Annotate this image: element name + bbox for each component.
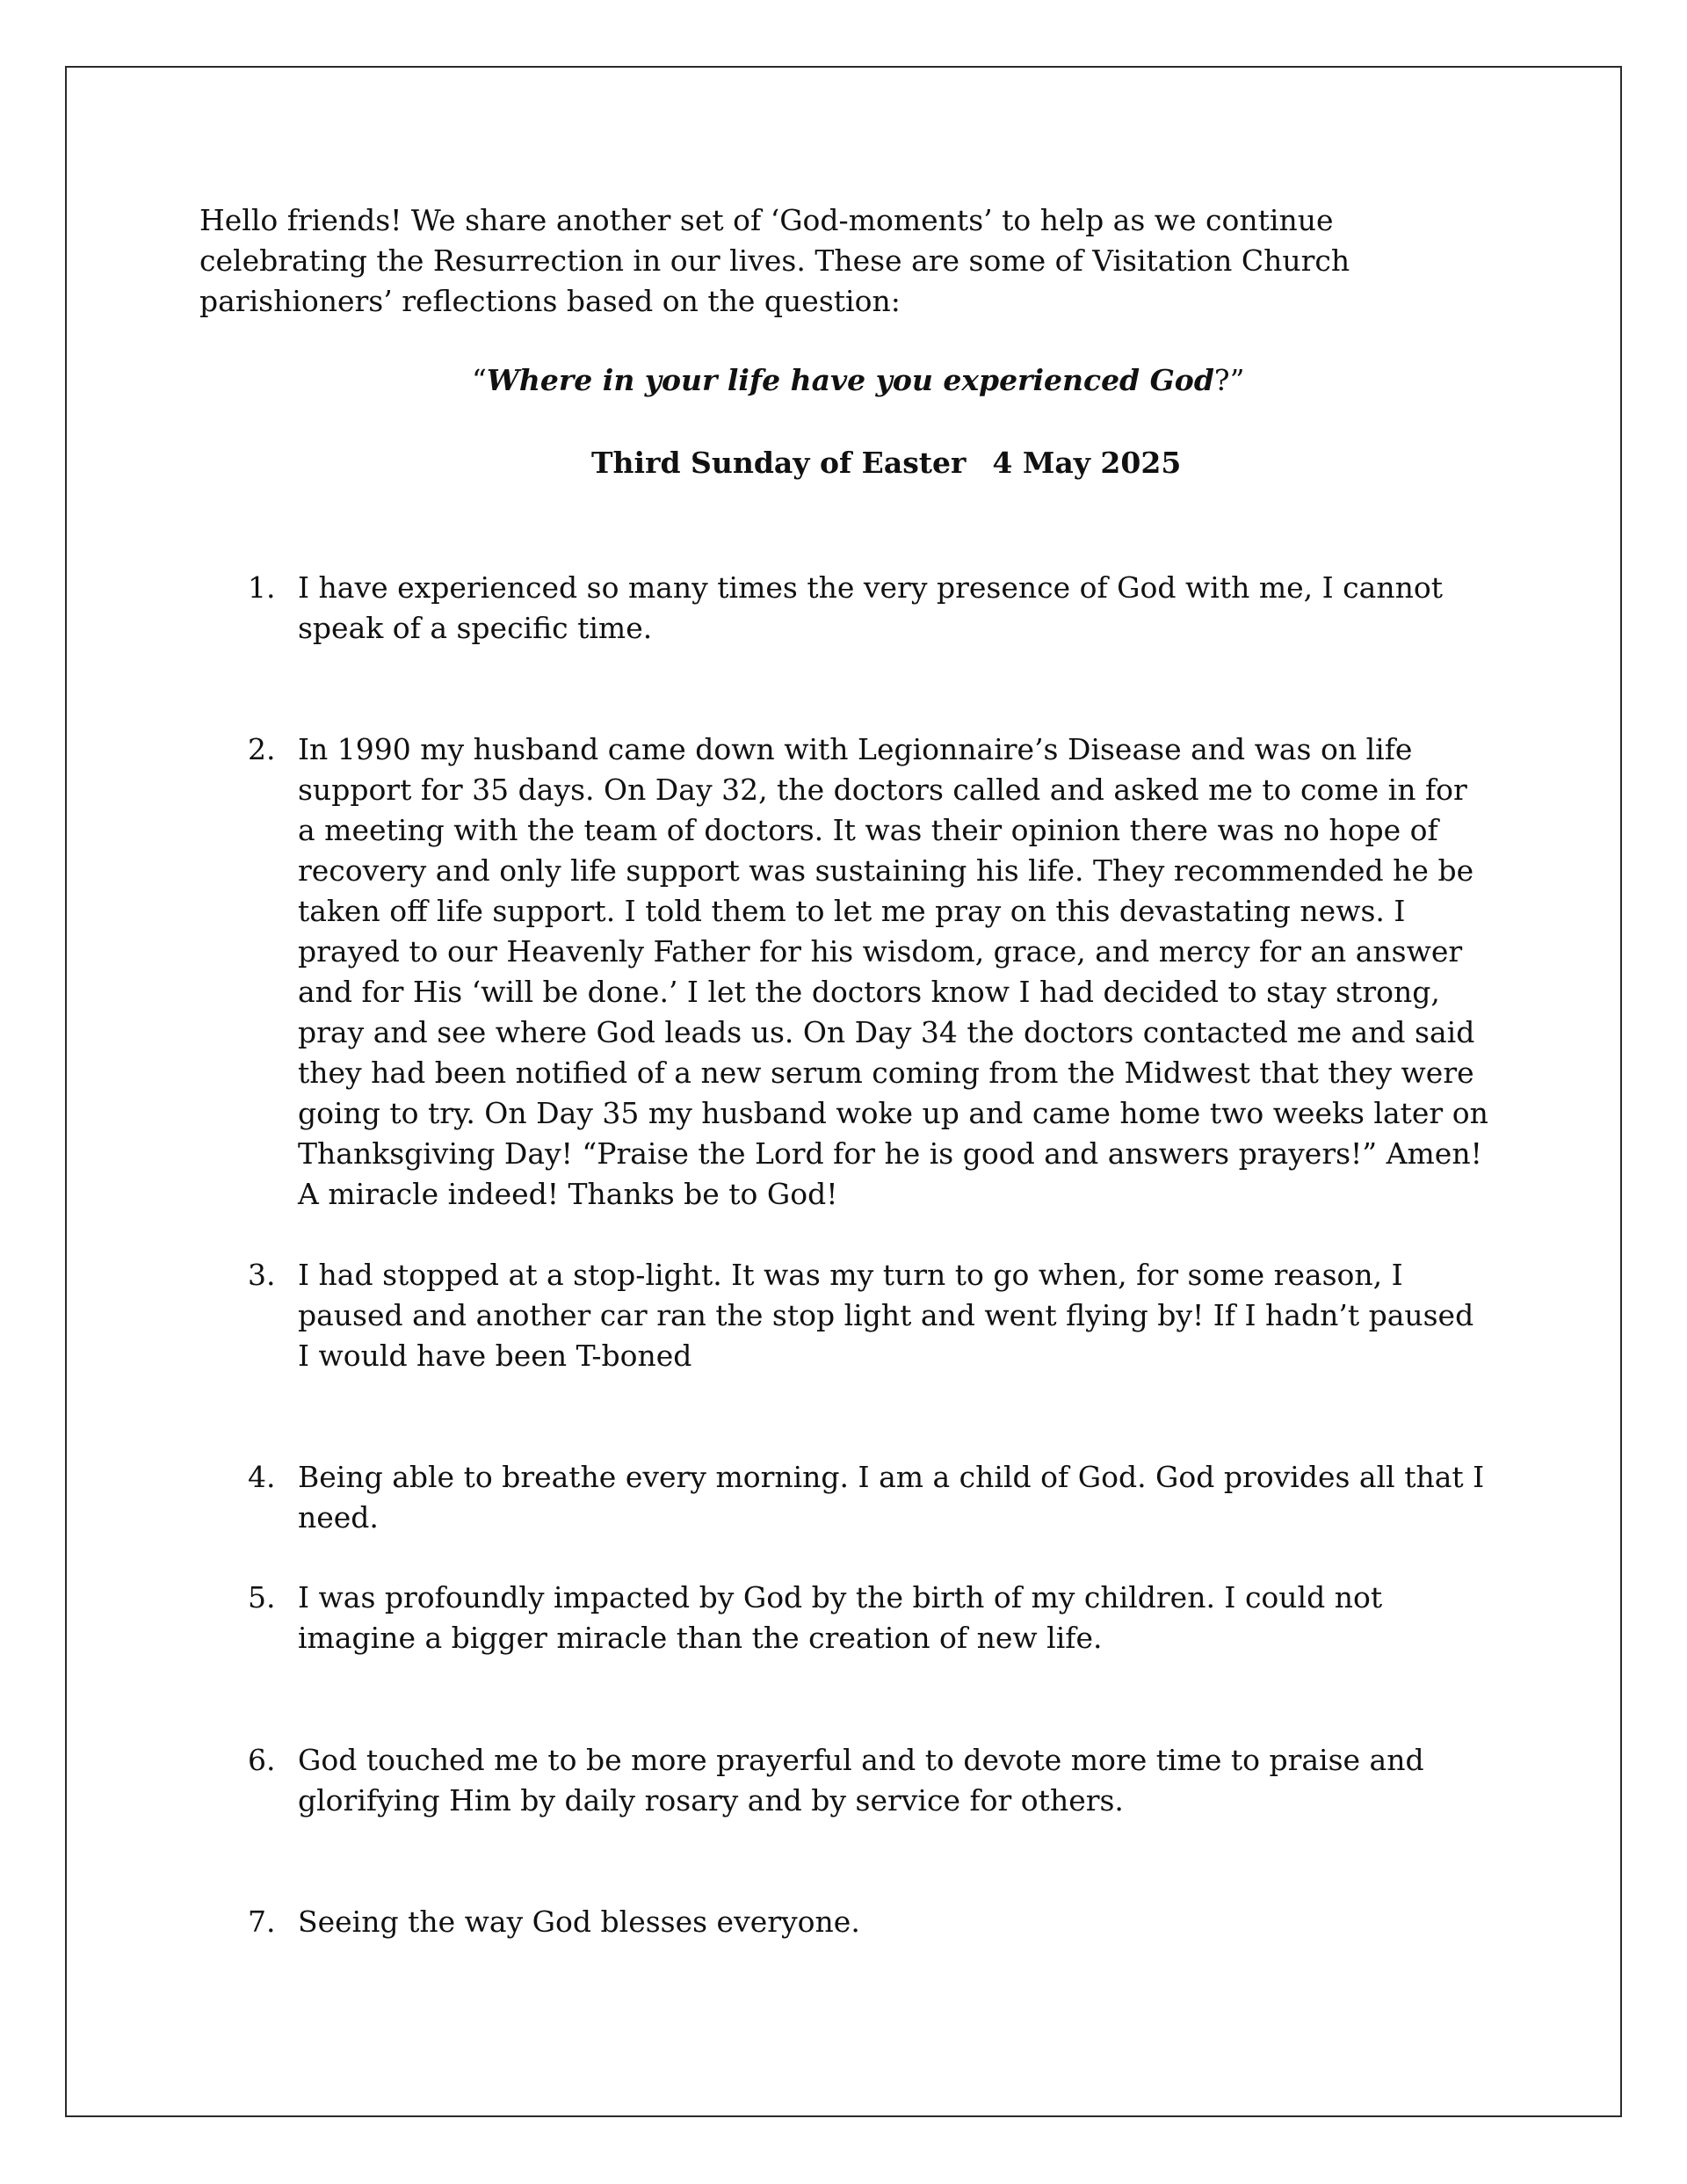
list-item-number: 3. <box>248 1258 276 1292</box>
document-body <box>199 200 1491 1939</box>
list-item-number: 1. <box>248 570 276 605</box>
list-item-text: I was profoundly impacted by God by the birth of my children. I could not imagine a bigger miracle than the creation of new life. <box>298 1580 1383 1655</box>
intro-paragraph: Hello friends! We share another set of ‘God-moments’ to help as we continue celebrating the Resurrection in our lives. These are some of Visitation Church parishioners’ reflections based on the question: <box>199 203 1350 318</box>
list-item-number: 6. <box>248 1743 276 1777</box>
list-item-number: 5. <box>248 1580 276 1614</box>
question-close: ?” <box>1213 363 1245 397</box>
list-item-text: Being able to breathe every morning. I am a child of God. God provides all that I need. <box>298 1460 1485 1535</box>
list-item-text: I had stopped at a stop-light. It was my turn to go when, for some reason, I paused and another car ran the stop light and went flying by! If I hadn’t paused I would have been T-boned <box>298 1258 1474 1373</box>
date-heading <box>591 443 1181 483</box>
date-label: 4 May 2025 <box>992 446 1182 480</box>
list-item-text: God touched me to be more prayerful and to devote more time to praise and glorifying Him by daily rosary and by service for others. <box>298 1743 1424 1818</box>
list-item-text: Seeing the way God blesses everyone. <box>298 1905 860 1939</box>
question-open-quote: “ <box>472 363 487 397</box>
occasion-label: Third Sunday of Easter <box>591 446 967 480</box>
list-item <box>248 568 1491 649</box>
list-item-text: In 1990 my husband came down with Legionnaire’s Disease and was on life support for 35 days. On Day 32, the doctors called and asked me to come in for a meeting with the team of doctors. It was their opinion there was no hope of recovery and only life support was sustaining his life. They recommended he be taken off life support. I told them to let me pray on this devastating news. I prayed to our Heavenly Father for his wisdom, grace, and mercy for an answer and for His ‘will be done.’ I let the doctors know I had decided to stay strong, pray and see where God leads us. On Day 34 the doctors contacted me and said they had been notified of a new serum coming from the Midwest that they were going to try. On Day 35 my husband woke up and came home two weeks later on Thanksgiving Day! “Praise the Lord for he is good and answers prayers!” Amen! A miracle indeed! Thanks be to God! <box>298 732 1488 1211</box>
list-item-number: 2. <box>248 732 276 766</box>
list-item <box>248 1457 1491 1538</box>
list-item-number: 4. <box>248 1460 276 1494</box>
question-text: Where in your life have you experienced God <box>486 363 1214 397</box>
question-heading <box>472 360 1244 401</box>
list-item-text: I have experienced so many times the very presence of God with me, I cannot speak of a specific time. <box>298 570 1443 645</box>
list-item <box>248 1255 1491 1376</box>
list-item <box>248 1902 1491 1942</box>
list-item-number: 7. <box>248 1905 276 1939</box>
list-item <box>248 729 1491 1215</box>
list-item <box>248 1740 1491 1821</box>
list-item <box>248 1578 1491 1658</box>
